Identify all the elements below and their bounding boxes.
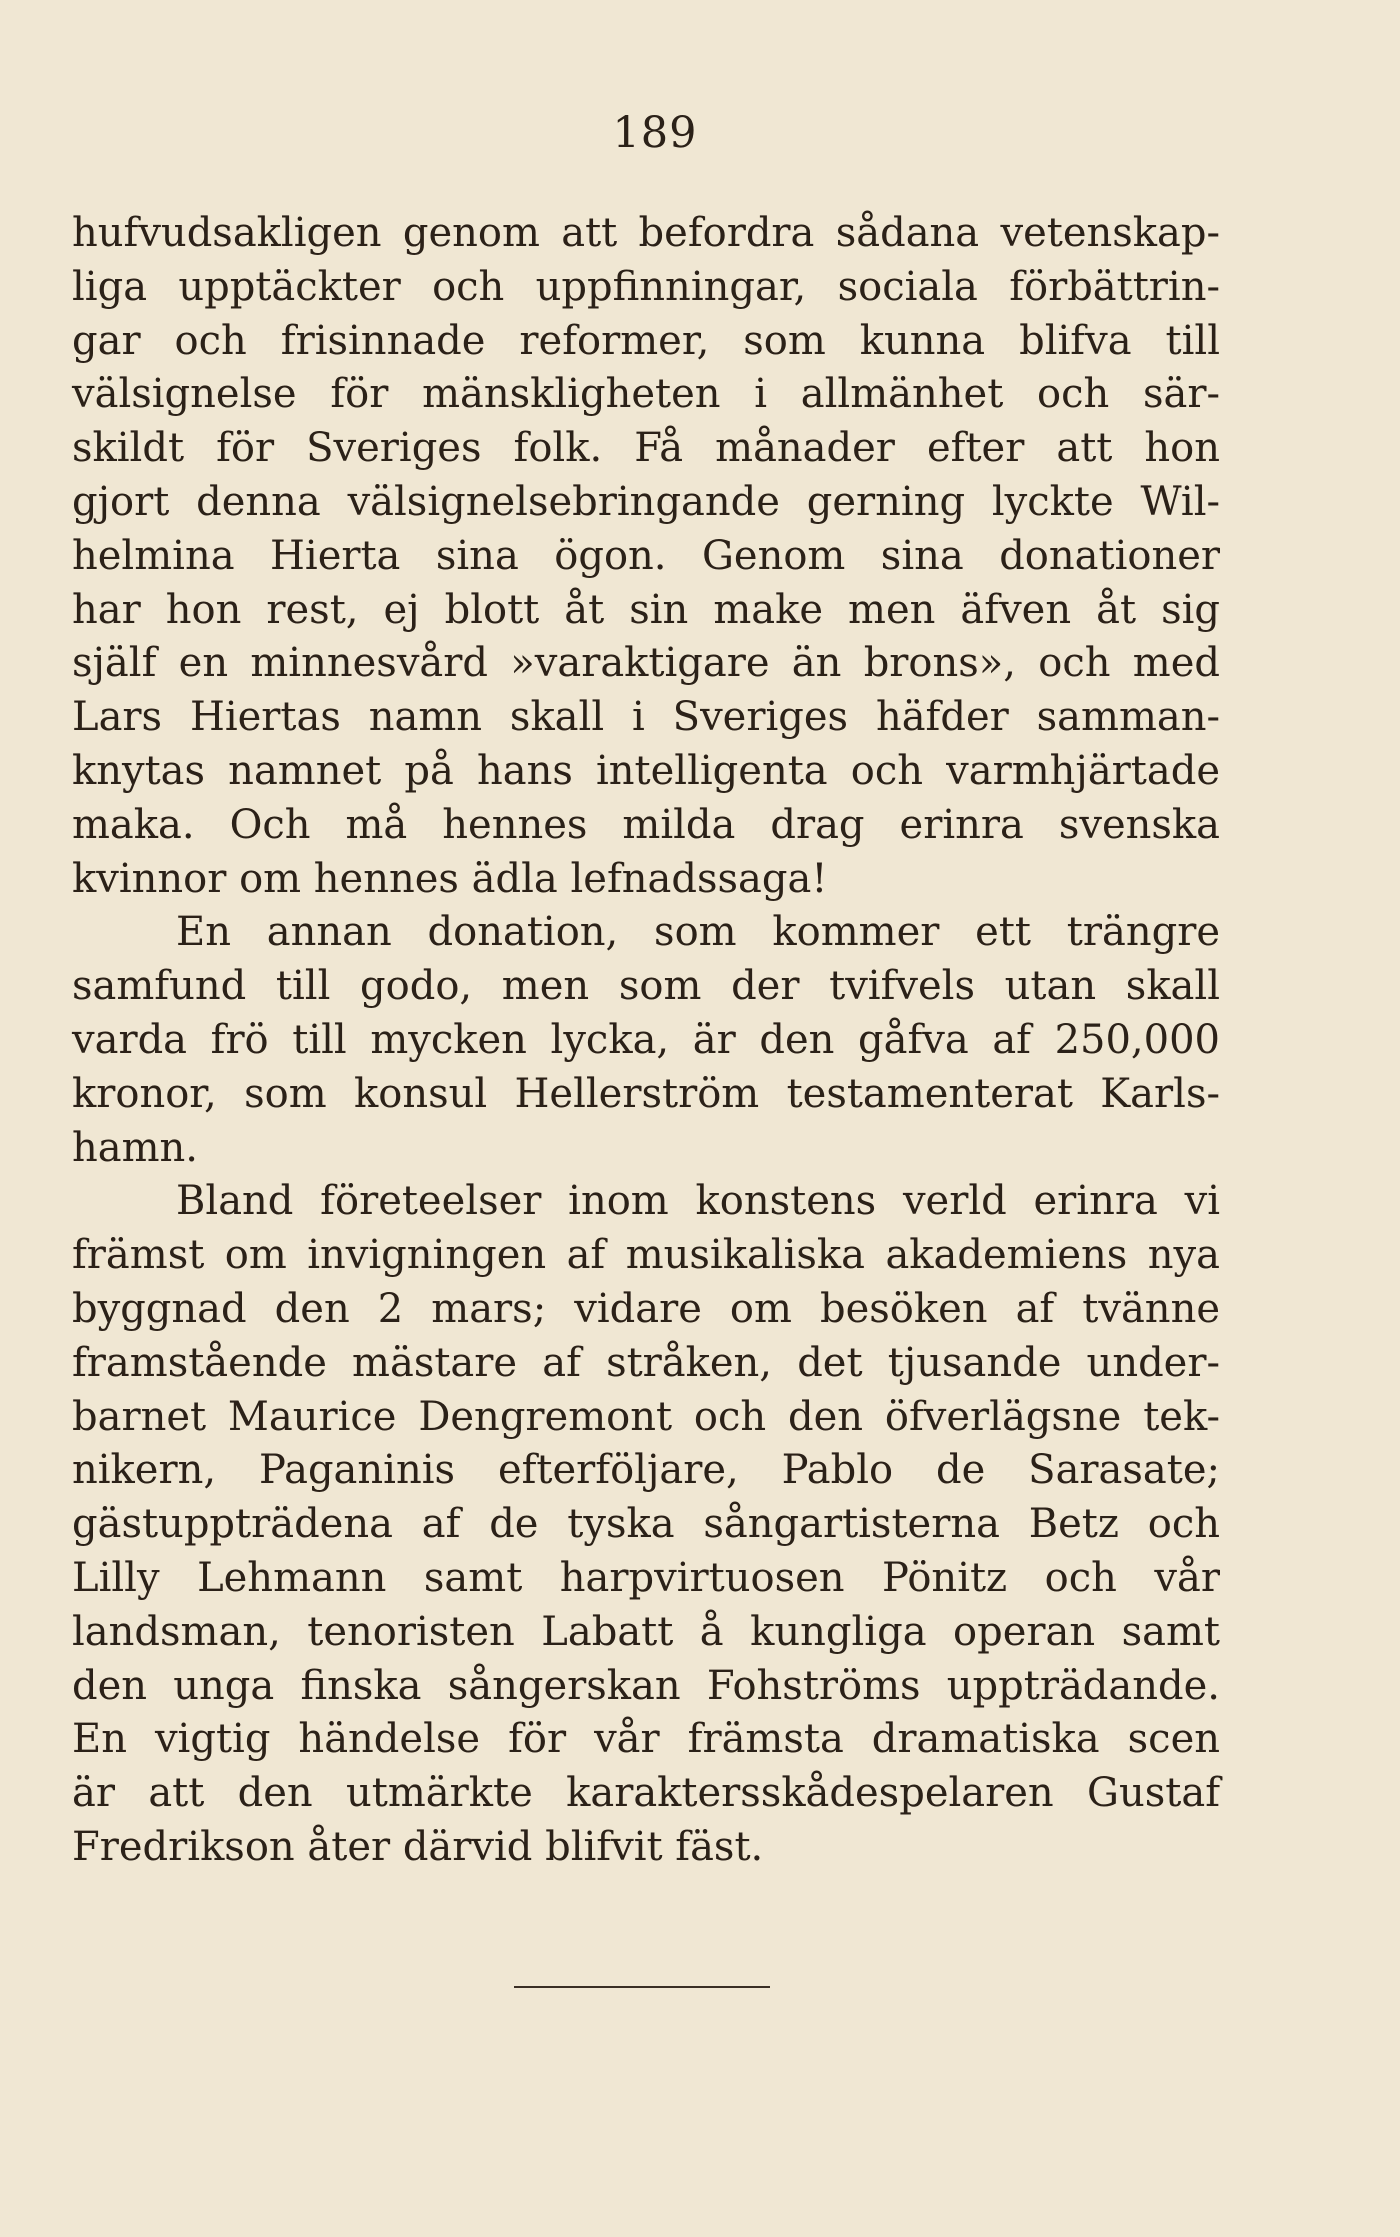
end-rule [514,1986,770,1988]
text-line: gar och frisinnade reformer, som kunna blifva till [72,317,1220,364]
text-line: liga upptäckter och uppfinningar, sociala förbättrin- [72,263,1220,310]
body-text [72,207,1220,1875]
text-line: skildt för Sveriges folk. Få månader efter att hon [72,425,1220,472]
text-line: är att den utmärkte karaktersskådespelaren Gustaf [72,1770,1220,1817]
text-line: nikern, Paganinis efterföljare, Pablo de Sarasate; [72,1447,1220,1494]
text-line: landsman, tenoristen Labatt å kungliga operan samt [72,1608,1220,1655]
text-line: knytas namnet på hans intelligenta och varmhjärtade [72,747,1220,794]
text-line: En vigtig händelse för vår främsta dramatiska scen [72,1716,1220,1763]
text-line: främst om invigningen af musikaliska akademiens nya [72,1232,1220,1279]
text-line: Lars Hiertas namn skall i Sveriges häfder samman- [72,694,1220,741]
text-line: kronor, som konsul Hellerström testamenterat Karls- [72,1070,1220,1117]
text-line: Lilly Lehmann samt harpvirtuosen Pönitz och vår [72,1554,1220,1601]
text-line: maka. Och må hennes milda drag erinra svenska [72,801,1220,848]
text-line: Fredrikson åter därvid blifvit fäst. [72,1823,764,1870]
text-line: hufvudsakligen genom att befordra sådana vetenskap- [72,210,1220,256]
text-line: gästuppträdena af de tyska sångartisterna Betz och [72,1501,1220,1548]
text-line: framstående mästare af stråken, det tjusande under- [72,1339,1220,1386]
text-line: kvinnor om hennes ädla lefnadssaga! [72,855,828,902]
text-line: har hon rest, ej blott åt sin make men äfven åt sig [72,586,1220,633]
text-line: Bland företeelser inom konstens verld erinra vi [176,1178,1220,1225]
text-line: hamn. [72,1124,199,1171]
text-line: helmina Hierta sina ögon. Genom sina donationer [72,532,1220,579]
text-line: barnet Maurice Dengremont och den öfverlägsne tek- [72,1393,1220,1440]
text-line: välsignelse för mänskligheten i allmänhet och sär- [72,371,1220,418]
text-line: byggnad den 2 mars; vidare om besöken af tvänne [72,1285,1220,1332]
text-line: samfund till godo, men som der tvifvels utan skall [72,963,1220,1010]
text-line: den unga finska sångerskan Fohströms uppträdande. [72,1662,1220,1709]
text-line: gjort denna välsignelsebringande gerning lyckte Wil- [72,478,1220,525]
text-line: En annan donation, som kommer ett trängre [176,909,1220,956]
page-number: 189 [612,108,698,158]
text-line: varda frö till mycken lycka, är den gåfva af 250,000 [72,1016,1220,1063]
text-line: själf en minnesvård »varaktigare än brons», och med [72,640,1220,687]
